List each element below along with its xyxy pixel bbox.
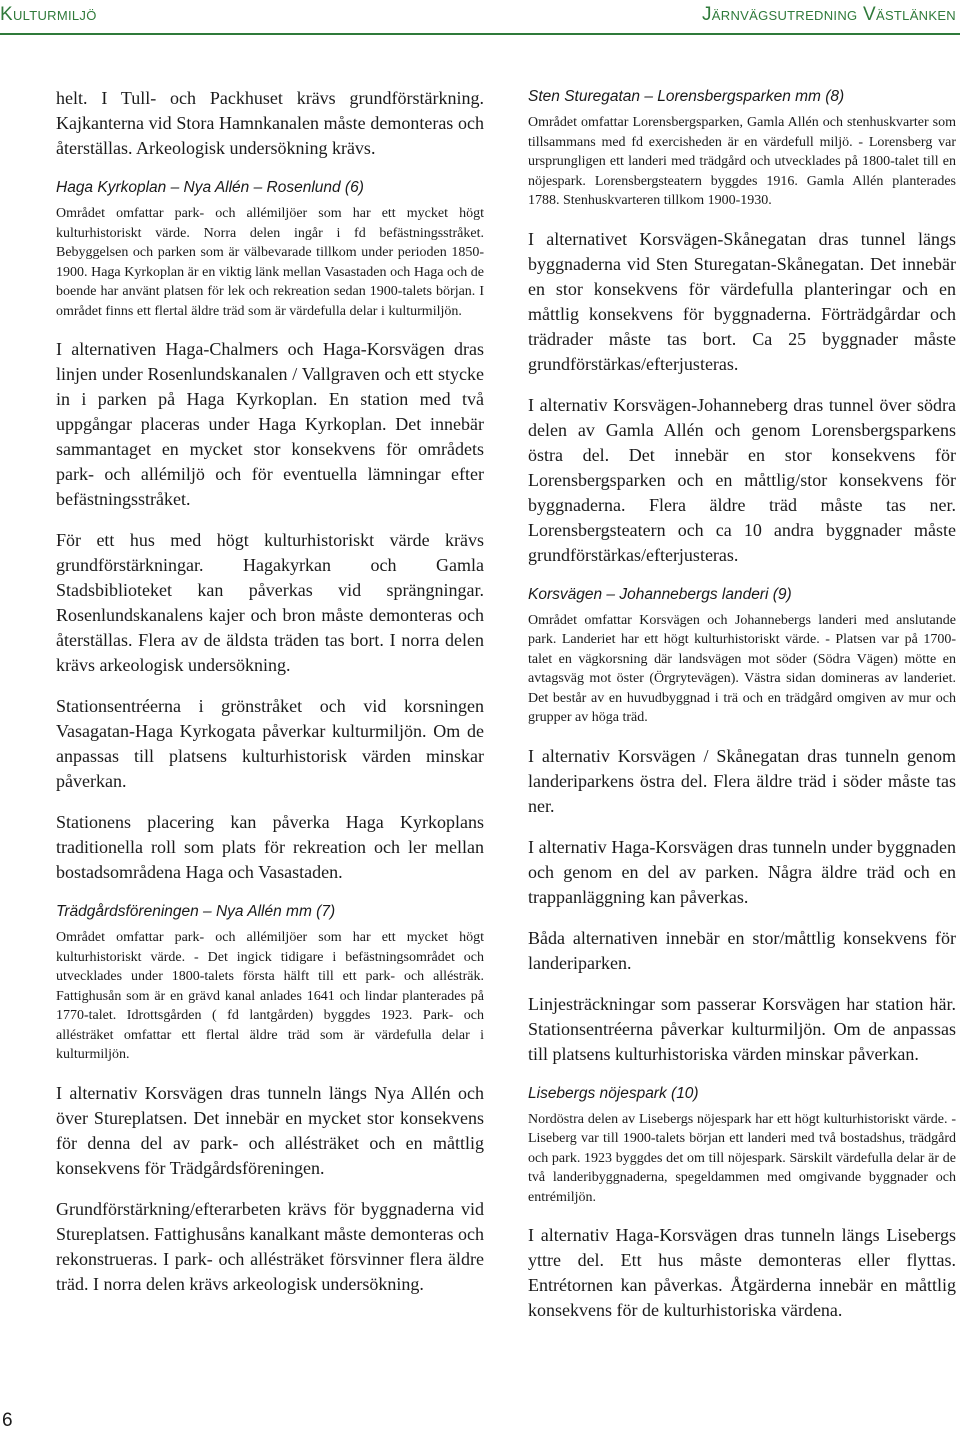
section-body-liseberg: Nordöstra delen av Lisebergs nöjespark har ett högt kulturhistoriskt värde. - Liseberg var till 1900-talets början ett landeri med två bostadshus, trädgård och park. 1923 byggdes det om till nöjespark. Särskilt värdefulla delar är de två landeribyggnaderna, spegeldammen med omgivande byggnader och entrémiljön. [528,1111,956,1205]
paragraph-alt-skanegatan-2: I alternativ Korsvägen / Skånegatan dras tunneln genom landeriparkens östra del. Flera äldre träd i söder måste tas ner. [528,745,956,816]
section-title-johannebergs-landeri: Korsvägen – Johannebergs landeri (9) [528,585,792,603]
page-header [0,0,960,36]
paragraph-linjestrackningar: Linjesträckningar som passerar Korsvägen har station här. Stationsentréerna påverkar kulturmiljön. Om de anpassas till platsens kulturhistoriska värden minskar påverkan. [528,993,956,1064]
paragraph-bada-alternativen: Båda alternativen innebär en stor/måttlig konsekvens för landeriparken. [528,927,956,973]
paragraph-alt-johanneberg: I alternativ Korsvägen-Johanneberg dras tunnel över södra delen av Gamla Allén och genom Lorensbergsparkens östra del. Det innebär en stor konsekvens för Lorensbergsparken och en måttlig/stor konsekvens för byggnaderna. Flera äldre träd måste tas ner. Lorensbergsteatern och ca 10 andra byggnader måste grundförstärkas/efterjusteras. [528,394,956,565]
section-title-liseberg: Lisebergs nöjespark (10) [528,1084,699,1102]
intro-paragraph: helt. I Tull- och Packhuset krävs grundförstärkning. Kajkanterna vid Stora Hamnkanalen måste demonteras och återställas. Arkeologisk undersökning krävs. [56,88,484,158]
paragraph-hus: För ett hus med högt kulturhistoriskt värde krävs grundförstärkningar. Hagakyrkan och Gamla Stadsbiblioteket kan påverkas vid sprängningar. Rosenlundskanalens kajer och bron måste demonteras och återställas. Flera av de äldsta träden tas bort. I norra delen krävs arkeologisk undersökning. [56,530,484,675]
left-column [56,86,484,1313]
paragraph-grundforstarkning: Grundförstärkning/efterarbeten krävs för byggnaderna vid Stureplatsen. Fattighusåns kanalkant måste demonteras och rekonstrueras. I park- och allésträket försvinner flera äldre träd. I norra delen krävs arkeologisk undersökning. [56,1198,484,1294]
header-rule [0,33,960,35]
right-column [528,86,956,1339]
paragraph-station-entrances: Stationsentréerna i grönstråket och vid korsningen Vasagatan-Haga Kyrkogata påverkar kulturmiljön. Om de anpassas till platsens kulturhistorisk värden minskar påverkan. [56,696,484,791]
section-title-tradgardsforeningen: Trädgårdsföreningen – Nya Allén mm (7) [56,903,336,920]
section-body-haga-kyrkoplan: Området omfattar park- och allémiljöer som har ett mycket högt kulturhistoriskt värde. Norra delen ingår i fd befästningsstråket. Bebyggelsen och parken som är välbevarade tillkom under perioden 1850-1900. Haga Kyrkoplan är en viktig länk mellan Vasastaden och Haga och de boende har använt platsen för lek och rekreation sedan 1900-talets början. I området finns ett flertal äldre träd som är värdefulla delar i kulturmiljön. [56,206,484,319]
section-title-haga-kyrkoplan: Haga Kyrkoplan – Nya Allén – Rosenlund (6) [56,179,364,196]
section-body-tradgardsforeningen: Området omfattar park- och allémiljöer som har ett mycket högt kulturhistoriskt värde. - Det ingick tidigare i befästningsområdet och utvecklades under 1800-talets första hälft till ett park- och allésträk. Fattighusån som är en grävd kanal anlades 1641 och lindar planterades på 1770-talet. Idrottsgården ( fd lantgården) byggdes 1923. Park- och allésträket omfattar ett flertal äldre träd som är värdefulla delar i kulturmiljön. [56,930,484,1062]
paragraph-alt-liseberg: I alternativ Haga-Korsvägen dras tunneln längs Lisebergs yttre del. Ett hus måste demonteras eller flyttas. Entrétornen kan påverkas. Åtgärderna innebär en måttlig konsekvens för de kulturhistoriska värdena. [528,1225,956,1320]
section-title-sten-sturegatan: Sten Sturegatan – Lorensbergsparken mm (8) [528,88,845,105]
paragraph-alt-skanegatan: I alternativet Korsvägen-Skånegatan dras tunnel längs byggnaderna vid Sten Sturegatan-Skånegatan. Det innebär en stor konsekvens för värdefulla planteringar och en måttlig konsekvens för byggnaderna. Förträdgårdar och trädrader måste tas bort. Ca 25 byggnader måste grundförstärkas/efterjusteras. [528,228,956,374]
header-section-title: Kulturmiljö [0,4,97,25]
section-body-johannebergs-landeri: Området omfattar Korsvägen och Johannebergs landeri med anslutande park. Landeriet har ett högt kulturhistoriskt värde. - Platsen var på 1700-talet en vägkorsning där landsvägen mot söder (Södra Vägen) mötte en avtagsväg mot öster (Örgrytevägen). Västra sidan domineras av landeriet. Det består av en huvudbyggnad i trä och en trädgård omgiven av mur och grupper av höga träd. [528,612,956,725]
paragraph-alt-haga-korsvagen: I alternativ Haga-Korsvägen dras tunneln under byggnaden och genom en del av parken. Några äldre träd och en trappanläggning kan påverkas. [528,836,956,907]
page-number: 6 [2,1410,13,1431]
paragraph-alt-haga: I alternativen Haga-Chalmers och Haga-Korsvägen dras linjen under Rosenlundskanalen / Vallgraven och ett stycke in i parken på Haga Kyrkoplan. En station med två uppgångar placeras under Haga Kyrkoplan. Det innebär sammantaget en mycket stor konsekvens för områdets park- och allémiljö och för eventuella lämningar efter befästningsstråket. [56,339,484,509]
header-document-title: Järnvägsutredning Västlänken [701,4,956,25]
paragraph-korsvagen-tunnel: I alternativ Korsvägen dras tunneln längs Nya Allén och över Stureplatsen. Det innebär en mycket stor konsekvens för denna del av park- och allésträket och en måttlig konsekvens för Trädgårdsföreningen. [56,1082,484,1178]
paragraph-station-placement: Stationens placering kan påverka Haga Kyrkoplans traditionella roll som plats för rekreation och ler mellan bostadsområdena Haga och Vasastaden. [56,812,484,882]
section-body-sten-sturegatan: Området omfattar Lorensbergsparken, Gamla Allén och stenhuskvarter som tillsammans med fd exercisheden är en värdefull miljö. - Lorensberg var ursprungligen ett landeri med trädgård och utvecklades på 1800-talet till en nöjespark. Lorensbergsteatern byggdes 1916. Gamla Allén planterades 1788. Stenhuskvarteren tillkom 1900-1930. [528,115,956,208]
